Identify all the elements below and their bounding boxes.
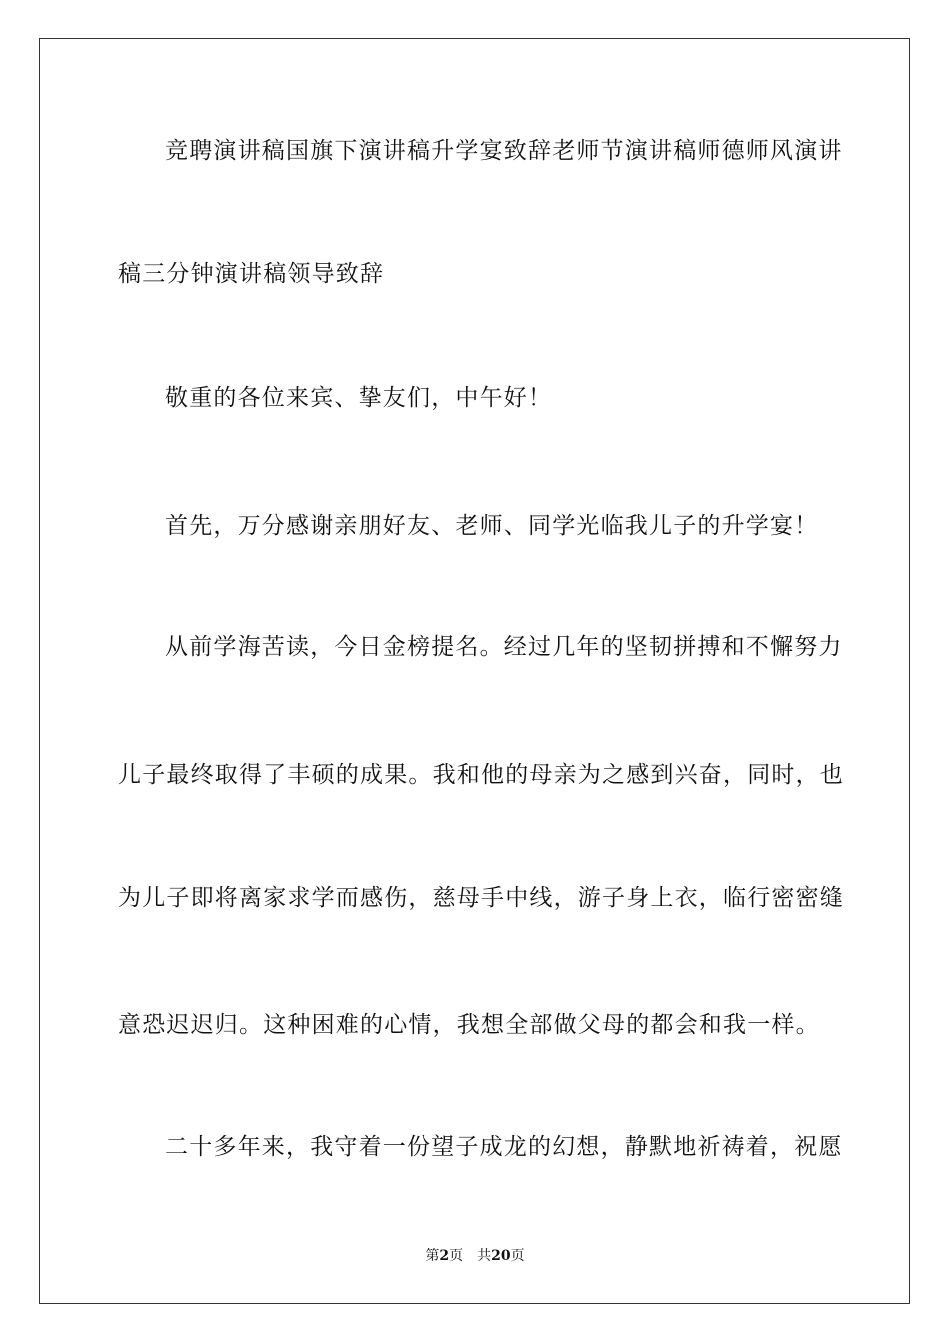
page-prefix: 第: [425, 1248, 440, 1264]
paragraph-line-8: 意恐迟迟归。这种困难的心情，我想全部做父母的都会和我一样。: [118, 1012, 820, 1038]
total-page-number: 20: [491, 1248, 511, 1264]
paragraph-line-4: 首先，万分感谢亲朋好友、老师、同学光临我儿子的升学宴！: [165, 513, 819, 539]
total-prefix: 共: [477, 1248, 492, 1264]
paragraph-line-5: 从前学海苦读，今日金榜提名。经过几年的坚韧拼搏和不懈努力: [165, 634, 843, 660]
greeting-line: 敬重的各位来宾、挚友们，中午好！: [165, 385, 553, 411]
paragraph-line-6: 儿子最终取得了丰硕的成果。我和他的母亲为之感到兴奋，同时，也: [118, 762, 844, 788]
paragraph-line-9: 二十多年来，我守着一份望子成龙的幻想，静默地祈祷着，祝愿: [165, 1134, 843, 1160]
page-suffix: 页: [449, 1248, 464, 1264]
page-border: [39, 38, 910, 1304]
paragraph-line-2: 稿三分钟演讲稿领导致辞: [118, 261, 385, 287]
total-suffix: 页: [510, 1248, 525, 1264]
paragraph-line-7: 为儿子即将离家求学而感伤，慈母手中线，游子身上衣，临行密密缝: [118, 885, 844, 911]
current-page-number: 2: [439, 1248, 450, 1264]
paragraph-line-1: 竞聘演讲稿国旗下演讲稿升学宴致辞老师节演讲稿师德师风演讲: [165, 138, 843, 164]
page-number-footer: [0, 1246, 950, 1266]
